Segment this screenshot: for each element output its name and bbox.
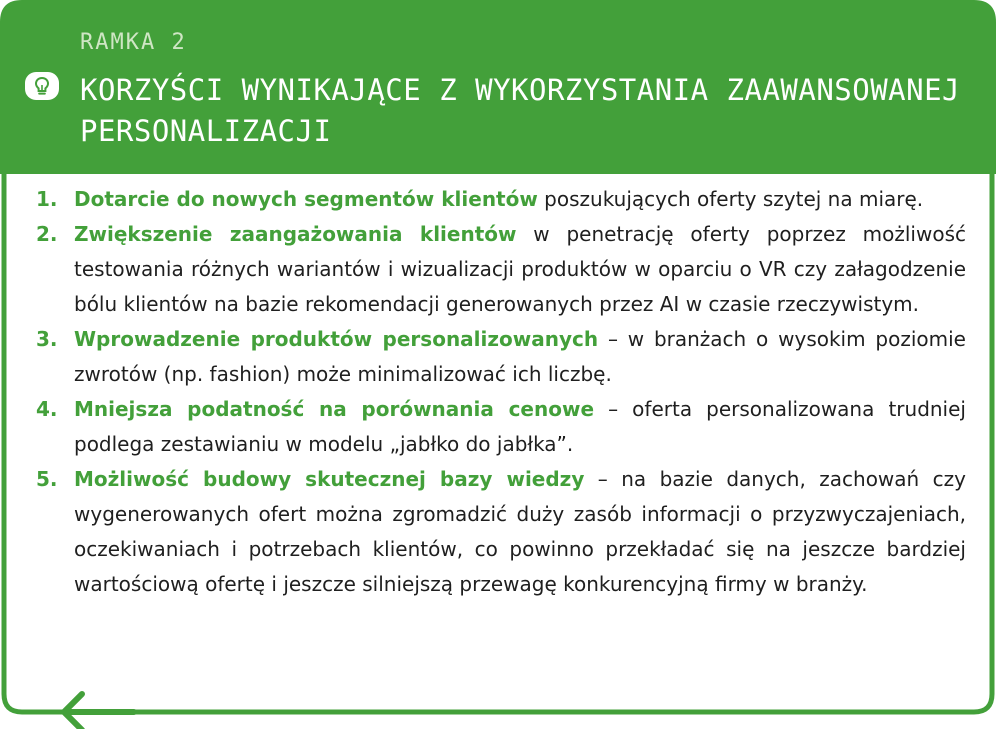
item-lead: Zwiększenie zaangażowania klientów [74, 222, 517, 246]
item-text: – oferta personalizowana trudniej podlega zestawianiu w modelu „jabłko do jabłka”. [74, 397, 966, 456]
lightbulb-icon [24, 71, 60, 101]
benefits-list [32, 182, 966, 602]
item-lead: Dotarcie do nowych segmentów klientów [74, 187, 538, 211]
item-number: 5. [36, 467, 58, 491]
item-text: w penetrację oferty poprzez możliwość testowania różnych wariantów i wizualizacji produktów w oparciu o VR czy załagodzenie bólu klientów na bazie rekomendacji generowanych przez AI w czasie rzeczywistym. [74, 222, 966, 316]
box-label: RAMKA 2 [80, 30, 187, 55]
item-number: 3. [36, 327, 58, 351]
item-number: 2. [36, 222, 58, 246]
box-title: KORZYŚCI WYNIKAJĄCE Z WYKORZYSTANIA ZAAWANSOWANEJ PERSONALIZACJI [80, 73, 961, 148]
list-item [32, 462, 966, 602]
list-item [32, 182, 966, 217]
back-arrow-icon[interactable] [64, 694, 134, 729]
item-number: 4. [36, 397, 58, 421]
item-lead: Mniejsza podatność na porównania cenowe [74, 397, 595, 421]
item-lead: Możliwość budowy skutecznej bazy wiedzy [74, 467, 585, 491]
item-text: – w branżach o wysokim poziomie zwrotów (np. fashion) może minimalizować ich liczbę. [74, 327, 966, 386]
list-item [32, 217, 966, 322]
item-text: poszukujących oferty szytej na miarę. [537, 187, 924, 211]
item-text: – na bazie danych, zachowań czy wygenerowanych ofert można zgromadzić duży zasób informacji o przyzwyczajeniach, oczekiwaniach i potrzebach klientów, co powinno przekładać się na jeszcze bardziej wartościową ofertę i jeszcze silniejszą przewagę konkurencyjną firmy w branży. [74, 467, 966, 596]
item-number: 1. [36, 187, 58, 211]
item-lead: Wprowadzenie produktów personalizowanych [74, 327, 599, 351]
list-item [32, 392, 966, 462]
list-item [32, 322, 966, 392]
